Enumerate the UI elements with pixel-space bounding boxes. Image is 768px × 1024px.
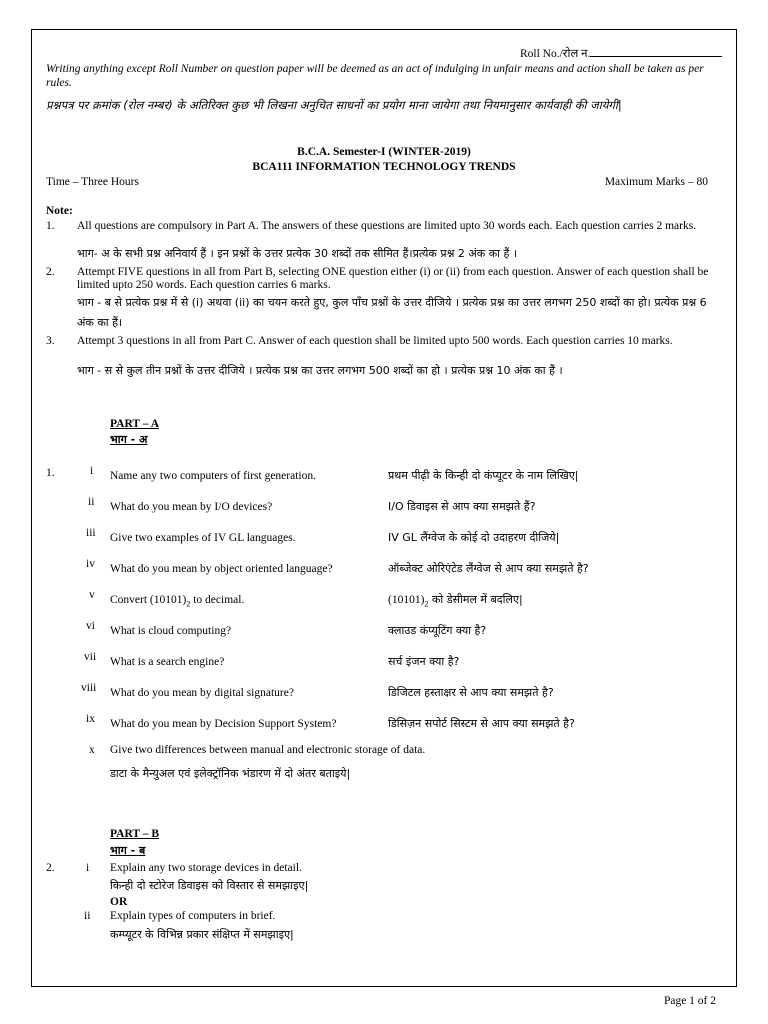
question-english: Give two differences between manual and electronic storage of data. — [110, 744, 426, 756]
roll-label: Roll No./रोल न. — [520, 48, 591, 60]
question-hindi: डाटा के मैन्युअल एवं इलेक्ट्रॉनिक भंडारण में दो अंतर बताइये| — [110, 767, 351, 780]
question-hindi: डिजिटल हस्ताक्षर से आप क्या समझते है? — [388, 686, 554, 699]
question-hindi: I/O डिवाइस से आप क्या समझते हैं? — [388, 500, 536, 513]
sub-question-number: ii — [88, 496, 95, 508]
note-1-number: 1. — [46, 220, 55, 232]
warning-english: Writing anything except Roll Number on question paper will be deemed as an act of indulging in unfair means and action shall be taken as per rules. — [46, 63, 704, 89]
course-title: B.C.A. Semester-I (WINTER-2019) — [297, 146, 471, 158]
sub-question-number: i — [90, 465, 94, 477]
question-english: Explain types of computers in brief. — [110, 910, 276, 922]
sub-question-number: iii — [86, 527, 96, 539]
part-b-title-hindi: भाग - ब — [110, 844, 146, 857]
question-english: Name any two computers of first generation. — [110, 470, 316, 482]
sub-question-number: i — [86, 862, 90, 874]
note-3-hindi: भाग - स से कुल तीन प्रश्नों के उत्तर दीजिये । प्रत्येक प्रश्न का उत्तर लगभग 500 शब्दों का हो । प्रत्येक प्रश्न 10 अंक का हैं । — [77, 364, 563, 377]
part-b-question-number: 2. — [46, 862, 55, 874]
note-1-english: All questions are compulsory in Part A. The answers of these questions are limited upto 30 words each. Each question carries 2 marks. — [77, 220, 697, 232]
question-hindi: IV GL लैंग्वेज के कोई दो उदाहरण दीजिये| — [388, 531, 560, 544]
question-english: What do you mean by object oriented language? — [110, 563, 333, 575]
question-english: What do you mean by Decision Support System? — [110, 718, 337, 730]
question-english: Explain any two storage devices in detail. — [110, 862, 302, 874]
exam-time: Time – Three Hours — [46, 176, 139, 188]
question-english: Give two examples of IV GL languages. — [110, 532, 296, 544]
sub-question-number: x — [89, 744, 95, 756]
sub-question-number: v — [89, 589, 95, 601]
part-a-title: PART – A — [110, 418, 160, 430]
question-hindi: $(10101)_2$ को डेसीमल में बदलिए| — [388, 593, 523, 609]
note-3-number: 3. — [46, 335, 55, 347]
question-hindi: सर्च इंजन क्या है? — [388, 655, 460, 668]
sub-question-number: viii — [81, 682, 97, 694]
note-2-number: 2. — [46, 266, 55, 278]
part-a-question-number: 1. — [46, 467, 55, 479]
roll-blank-line — [590, 46, 722, 57]
sub-question-number: vi — [86, 620, 95, 632]
question-english: Convert $(10101)_2$ to decimal. — [110, 594, 245, 609]
or-separator: OR — [110, 896, 128, 908]
question-hindi: किन्ही दो स्टोरेज डिवाइस को विस्तार से समझाइए| — [110, 879, 309, 892]
note-2-english: Attempt FIVE questions in all from Part B, selecting ONE question either (i) or (ii) from each question. Answer of each question shall be limited upto 250 words. Each question carries 6 marks. — [77, 266, 709, 291]
question-hindi: कम्प्यूटर के विभिन्न प्रकार संक्षिप्त में समझाइए| — [110, 928, 294, 941]
part-b-title: PART – B — [110, 828, 160, 840]
maximum-marks: Maximum Marks – 80 — [604, 176, 708, 188]
sub-question-number: ii — [84, 910, 91, 922]
sub-question-number: vii — [84, 651, 97, 663]
question-hindi: डिसिज़न सपोर्ट सिस्टम से आप क्या समझते है? — [388, 717, 575, 730]
note-1-hindi: भाग- अ के सभी प्रश्न अनिवार्य हैं । इन प्रश्नों के उत्तर प्रत्येक 30 शब्दों तक सीमित हैं।प्रत्येक प्रश्न 2 अंक का हैं । — [77, 247, 518, 260]
note-title: Note: — [46, 205, 73, 217]
subject-title: BCA111 INFORMATION TECHNOLOGY TRENDS — [252, 161, 516, 173]
question-hindi: ऑब्जेक्ट ओरिएंटेड लैंग्वेज से आप क्या समझते है? — [388, 562, 589, 575]
warning-hindi: प्रश्नपत्र पर क्रमांक (रोल नम्बर) के अतिरिक्त कुछ भी लिखना अनुचित साधनों का प्रयोग माना जायेगा तथा नियमानुसार कार्यवाही की जायेगी| — [46, 98, 622, 112]
part-a-title-hindi: भाग - अ — [110, 433, 148, 446]
question-english: What is cloud computing? — [110, 625, 232, 637]
note-2-hindi: भाग - ब से प्रत्येक प्रश्न में से (i) अथवा (ii) का चयन करते हुए, कुल पाँच प्रश्नों के उत्तर दीजिये । प्रत्येक प्रश्न का उत्तर लगभग 250 शब्दों का हो। प्रत्येक प्रश्न 6 अंक का हैं। — [77, 296, 707, 329]
question-english: What is a search engine? — [110, 656, 225, 668]
question-english: What do you mean by digital signature? — [110, 687, 294, 699]
roll-number-field — [520, 46, 722, 61]
note-3-english: Attempt 3 questions in all from Part C. Answer of each question shall be limited upto 500 words. Each question carries 10 marks. — [77, 335, 673, 347]
question-hindi: प्रथम पीढ़ी के किन्ही दो कंप्यूटर के नाम लिखिए| — [388, 469, 579, 482]
question-hindi: क्लाउड कंप्यूटिंग क्या है? — [388, 624, 487, 637]
question-english: What do you mean by I/O devices? — [110, 501, 273, 513]
page-number: Page 1 of 2 — [663, 995, 716, 1007]
sub-question-number: iv — [86, 558, 95, 570]
sub-question-number: ix — [86, 713, 95, 725]
